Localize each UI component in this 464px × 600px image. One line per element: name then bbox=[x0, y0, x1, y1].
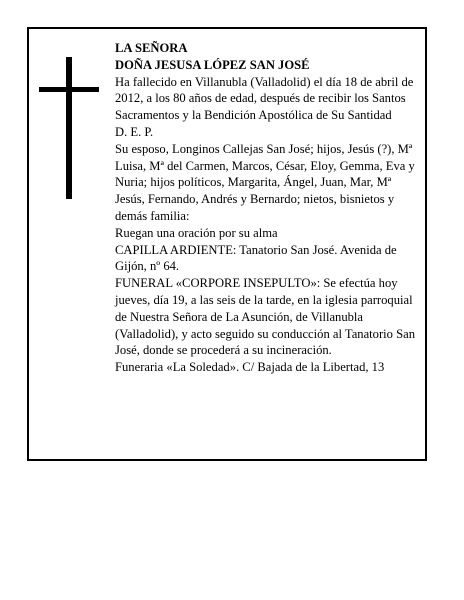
notice-text bbox=[115, 40, 423, 376]
prayer-request: Ruegan una oración por su alma bbox=[115, 225, 278, 240]
obituary-notice bbox=[27, 27, 427, 461]
chapel-info: CAPILLA ARDIENTE: Tanatorio San José. Avenida de Gijón, nº 64. bbox=[115, 242, 397, 274]
rip-line: D. E. P. bbox=[115, 124, 154, 139]
notice-title: LA SEÑORA bbox=[115, 41, 188, 55]
cross-vertical-bar bbox=[66, 57, 72, 199]
funeral-info: FUNERAL «CORPORE INSEPULTO»: Se efectúa hoy jueves, día 19, a las seis de la tarde, en la iglesia parroquial de Nuestra Señora de La Asunción, de Villanubla (Valladolid), y acto seguido su conducción al Tanatorio San José, donde se procederá a su incineración. bbox=[115, 276, 416, 358]
family-list: Su esposo, Longinos Callejas San José; hijos, Jesús (?), Mª Luisa, Mª del Carmen, Marcos, César, Eloy, Gemma, Eva y Nuria; hijos políticos, Margarita, Ángel, Juan, Mar, Mª Jesús, Fernando, Andrés y Bernardo; nietos, bisnietos y demás familia: bbox=[115, 141, 415, 223]
deceased-name: DOÑA JESUSA LÓPEZ SAN JOSÉ bbox=[115, 57, 310, 72]
death-announcement: Ha fallecido en Villanubla (Valladolid) el día 18 de abril de 2012, a los 80 años de edad, después de recibir los Santos Sacramentos y la Bendición Apostólica de Su Santidad bbox=[115, 74, 414, 123]
cross-icon bbox=[39, 57, 99, 199]
cross-horizontal-bar bbox=[39, 87, 99, 92]
funeral-home: Funeraria «La Soledad». C/ Bajada de la Libertad, 13 bbox=[115, 360, 385, 375]
